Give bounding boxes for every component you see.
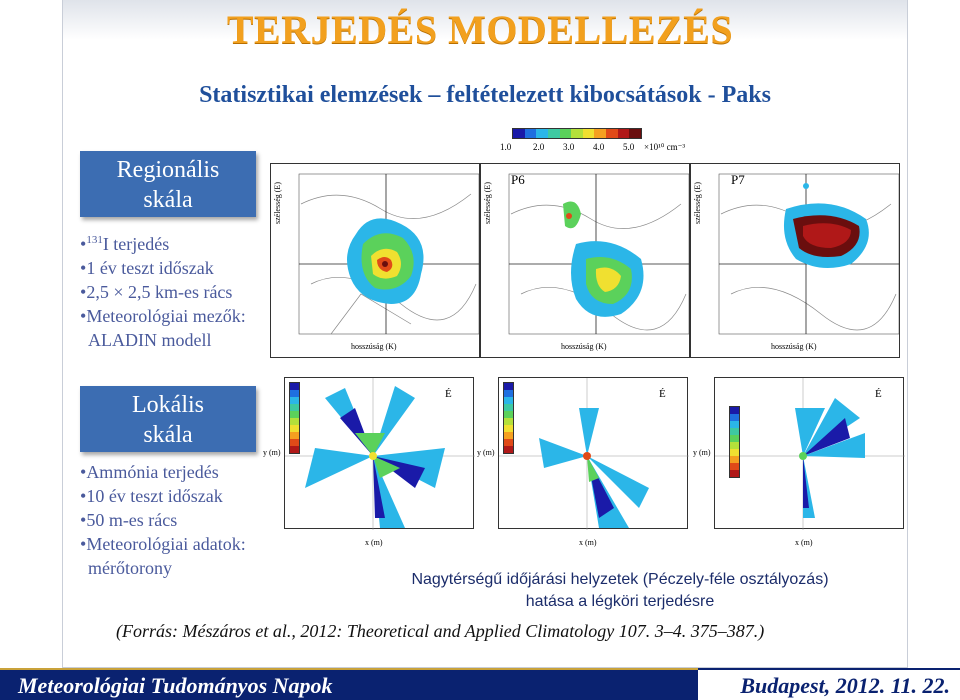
- local-bullet: •Ammónia terjedés: [80, 462, 219, 482]
- slide-title: TERJEDÉS MODELLEZÉS: [226, 7, 734, 52]
- map-svg: [691, 164, 900, 358]
- regional-bullet: •$^{131}$I terjedés: [80, 234, 170, 254]
- map-xlabel: hosszúság (K): [351, 342, 397, 351]
- colorbar-swatch: [560, 129, 572, 138]
- north-arrow-label: É: [445, 388, 452, 400]
- plot-legend: [289, 382, 300, 454]
- regional-map-p6: [480, 163, 690, 358]
- local-bullet-continuation: mérőtorony: [88, 558, 172, 578]
- regional-bullet-list: [80, 228, 246, 352]
- footer-event-name: Meteorológiai Tudományos Napok: [0, 668, 698, 700]
- isotope-superscript: 131: [86, 234, 103, 246]
- footer-bar: [0, 668, 960, 700]
- map-xlabel: hosszúság (K): [771, 342, 817, 351]
- map-svg: [271, 164, 480, 358]
- colorbar-swatch: [536, 129, 548, 138]
- regional-map-p7: [690, 163, 900, 358]
- colorbar-tick: 1.0: [500, 142, 512, 152]
- plot-xlabel: x (m): [365, 538, 383, 547]
- regional-bullet: •Meteorológiai mezők:: [80, 306, 246, 326]
- plot-legend: [503, 382, 514, 454]
- plot-xlabel: x (m): [579, 538, 597, 547]
- map-ylabel: szélesség (E): [483, 182, 492, 224]
- plot-legend: [729, 406, 740, 478]
- local-heading: [80, 386, 256, 452]
- local-plot-2: [477, 377, 688, 547]
- colorbar-swatch: [548, 129, 560, 138]
- colorbar-swatch: [618, 129, 630, 138]
- colorbar-swatch: [594, 129, 606, 138]
- caption-line1: Nagytérségű időjárási helyzetek (Péczely-féle osztályozás): [411, 571, 829, 588]
- map-ylabel: szélesség (E): [693, 182, 702, 224]
- regional-bullet: •2,5 × 2,5 km-es rács: [80, 282, 233, 302]
- colorbar-tick: 2.0: [533, 142, 545, 152]
- local-bullet: •50 m-es rács: [80, 510, 178, 530]
- colorbar-swatch: [571, 129, 583, 138]
- colorbar-unit: ×10¹⁰ cm⁻³: [644, 142, 686, 152]
- map-svg: [481, 164, 690, 358]
- regional-bullet: •1 év teszt időszak: [80, 258, 214, 278]
- map-panel-label: P6: [511, 172, 525, 187]
- slide-subtitle: Statisztikai elemzések – feltételezett kibocsátások - Paks: [199, 82, 771, 108]
- colorbar-tick: 5.0: [623, 142, 635, 152]
- plot-ylabel: y (m): [693, 448, 711, 457]
- regional-heading-line1: Regionális: [116, 157, 220, 183]
- caption-line2: hatása a légköri terjedésre: [525, 593, 715, 610]
- regional-heading-line2: skála: [143, 187, 193, 213]
- regional-bullet-continuation: ALADIN modell: [88, 330, 212, 350]
- north-arrow-label: É: [659, 388, 666, 400]
- colorbar-swatch: [629, 129, 641, 138]
- local-plot-1: [263, 377, 474, 547]
- plot-svg: [499, 378, 689, 530]
- local-bullet-list: [80, 460, 246, 580]
- plot-ylabel: y (m): [477, 448, 495, 457]
- local-heading-line2: skála: [143, 422, 193, 448]
- colorbar-swatch: [525, 129, 537, 138]
- plot-xlabel: x (m): [795, 538, 813, 547]
- colorbar-tick: 4.0: [593, 142, 605, 152]
- local-heading-line1: Lokális: [132, 392, 204, 418]
- plot-svg: [285, 378, 475, 530]
- footer-date: Budapest, 2012. 11. 22.: [698, 668, 960, 700]
- map-ylabel: szélesség (E): [273, 182, 282, 224]
- north-arrow-label: É: [875, 388, 882, 400]
- plot-svg: [715, 378, 905, 530]
- concentration-colorbar: [512, 128, 642, 139]
- colorbar-swatch: [583, 129, 595, 138]
- plot-ylabel: y (m): [263, 448, 281, 457]
- regional-map-1: [270, 163, 480, 358]
- colorbar-tick: 3.0: [563, 142, 575, 152]
- colorbar-swatch: [513, 129, 525, 138]
- map-panel-label: P7: [731, 172, 745, 187]
- source-citation: (Forrás: Mészáros et al., 2012: Theoretical and Applied Climatology 107. 3–4. 375–387.): [116, 621, 765, 641]
- local-bullet: •10 év teszt időszak: [80, 486, 223, 506]
- local-bullet: •Meteorológiai adatok:: [80, 534, 246, 554]
- local-plot-3: [693, 377, 904, 547]
- map-xlabel: hosszúság (K): [561, 342, 607, 351]
- colorbar-swatch: [606, 129, 618, 138]
- regional-heading: [80, 151, 256, 217]
